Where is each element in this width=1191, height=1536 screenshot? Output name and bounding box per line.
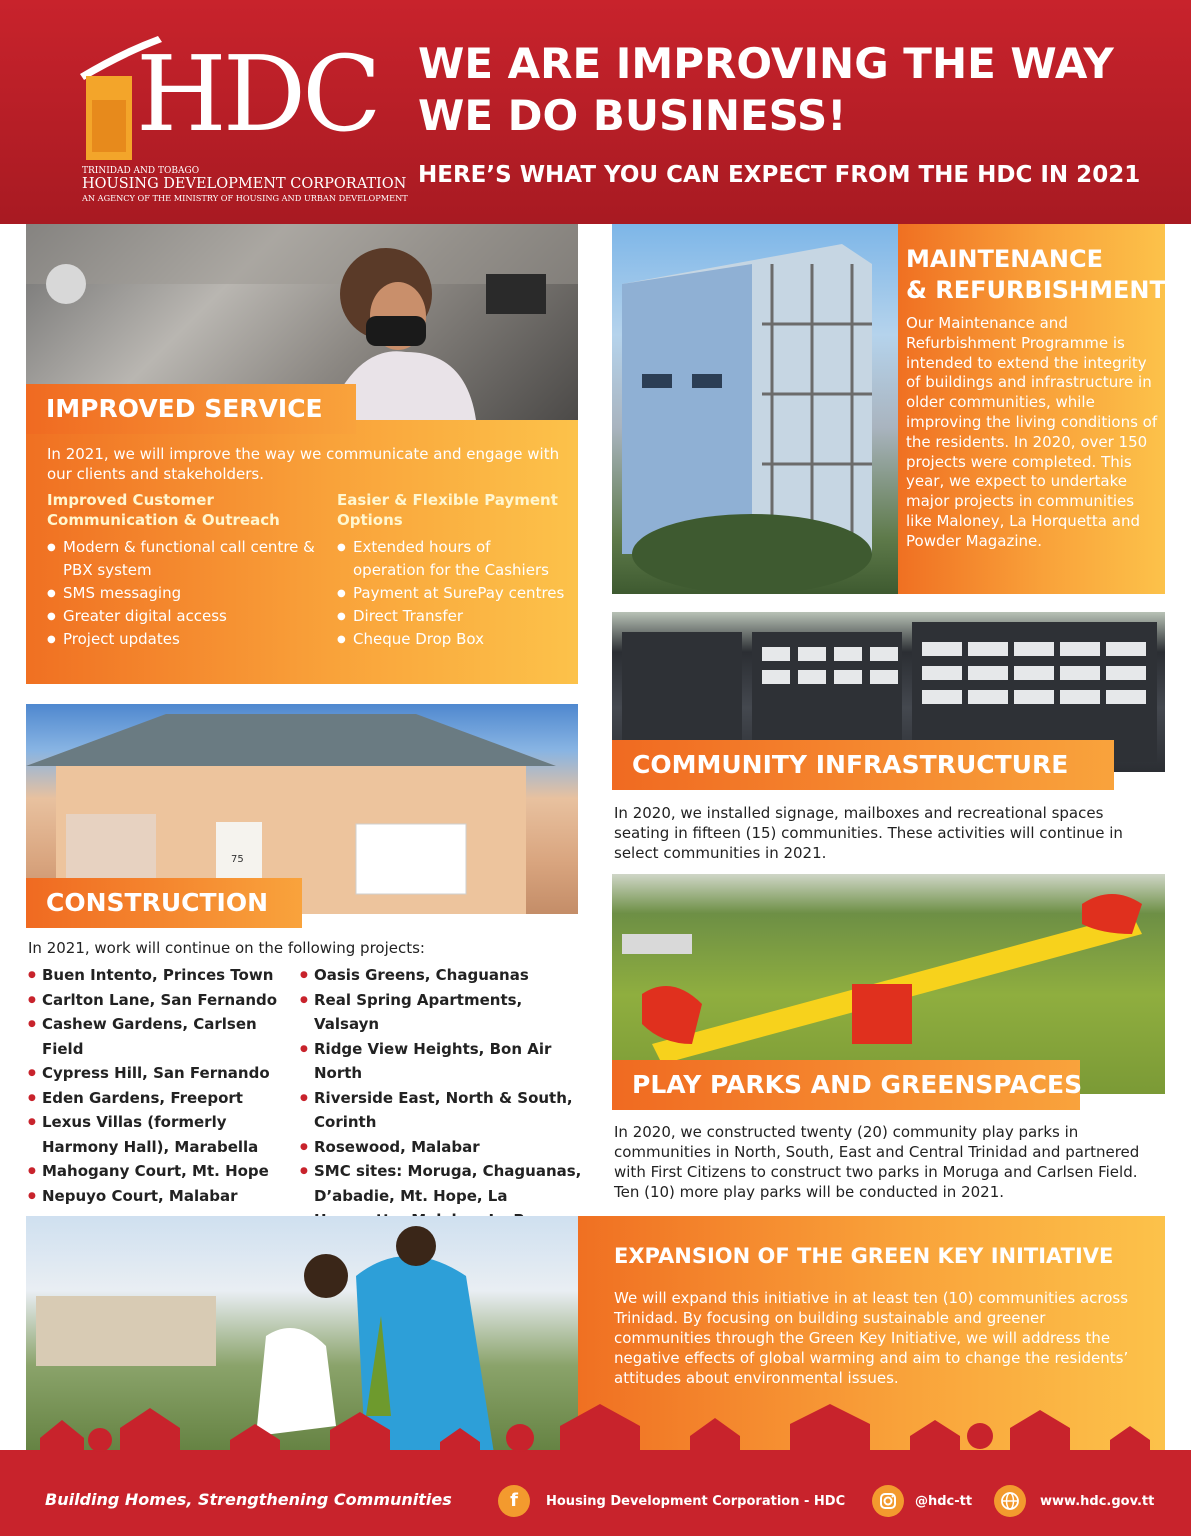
footer-tagline: Building Homes, Strengthening Communities bbox=[45, 1490, 452, 1509]
scaffolding-building-photo bbox=[612, 224, 898, 594]
play-parks-body: In 2020, we constructed twenty (20) community play parks in communities in North, South, East and Central Trinidad and partnered with First Citizens to construct two parks in Moruga and Carlsen Field. Ten (10) more play parks will be conducted in 2021. bbox=[614, 1123, 1140, 1201]
logo-country: TRINIDAD AND TOBAGO bbox=[82, 166, 200, 176]
maintenance-title-line-1: MAINTENANCE bbox=[906, 245, 1103, 273]
page-headline bbox=[418, 38, 1178, 142]
improved-service-intro: In 2021, we will improve the way we communicate and engage with our clients and stakeholders. bbox=[47, 445, 560, 483]
project-item: ● Cypress Hill, San Fernando bbox=[28, 1061, 290, 1086]
payment-list bbox=[337, 536, 567, 651]
headline-line-2: WE DO BUSINESS! bbox=[418, 91, 847, 140]
page-subheadline: HERE’S WHAT YOU CAN EXPECT FROM THE HDC IN 2021 bbox=[418, 162, 1141, 188]
project-item: ● Eden Gardens, Freeport bbox=[28, 1086, 290, 1111]
logo-block-inner bbox=[92, 100, 126, 152]
project-item: ● Lexus Villas (formerly Harmony Hall), Marabella bbox=[28, 1110, 290, 1159]
instagram-glyph bbox=[872, 1485, 904, 1517]
improved-service-panel bbox=[26, 420, 578, 684]
construction-title: CONSTRUCTION bbox=[26, 878, 302, 928]
community-title: COMMUNITY INFRASTRUCTURE bbox=[612, 740, 1114, 790]
project-item: ● Buen Intento, Princes Town bbox=[28, 963, 290, 988]
list-item: ● Modern & functional call centre & PBX system bbox=[47, 536, 327, 582]
construction-list-2 bbox=[300, 963, 582, 1257]
project-item: ● Ridge View Heights, Bon Air North bbox=[300, 1037, 582, 1086]
list-item: ● Extended hours of operation for the Cashiers bbox=[337, 536, 567, 582]
building-illustration bbox=[612, 224, 898, 594]
list-item: ● SMS messaging bbox=[47, 582, 327, 605]
communication-heading: Improved Customer Communication & Outreach bbox=[47, 491, 280, 529]
headline-line-1: WE ARE IMPROVING THE WAY bbox=[418, 39, 1114, 88]
list-item: ● Cheque Drop Box bbox=[337, 628, 567, 651]
maintenance-panel bbox=[898, 224, 1165, 594]
project-item: ● Riverside East, North & South, Corinth bbox=[300, 1086, 582, 1135]
project-item: ● Mahogany Court, Mt. Hope bbox=[28, 1159, 290, 1184]
green-key-body: We will expand this initiative in at least ten (10) communities across Trinidad. By focusing on building sustainable and greener communities through the Green Key Initiative, we will address the negative effects of global warming and aim to change the residents’ attitudes about environmental issues. bbox=[614, 1289, 1129, 1387]
project-item: ● Rosewood, Malabar bbox=[300, 1135, 582, 1160]
improved-service-title: IMPROVED SERVICE bbox=[26, 384, 356, 434]
communication-list bbox=[47, 536, 327, 651]
logo-letters: HDC bbox=[136, 33, 378, 155]
green-key-title: EXPANSION OF THE GREEN KEY INITIATIVE bbox=[614, 1244, 1114, 1268]
house-number: 75 bbox=[231, 854, 244, 865]
logo-full-name: HOUSING DEVELOPMENT CORPORATION bbox=[82, 176, 407, 192]
logo-agency: AN AGENCY OF THE MINISTRY OF HOUSING AND URBAN DEVELOPMENT bbox=[82, 193, 408, 203]
hdc-logo bbox=[70, 30, 408, 203]
list-item: ● Greater digital access bbox=[47, 605, 327, 628]
facebook-icon[interactable]: f bbox=[498, 1485, 530, 1517]
payment-heading: Easier & Flexible Payment Options bbox=[337, 491, 558, 529]
house-skyline-graphic bbox=[0, 1400, 1191, 1470]
project-item: ● Nepuyo Court, Malabar bbox=[28, 1184, 290, 1209]
construction-list-1 bbox=[28, 963, 290, 1208]
project-item: ● Carlton Lane, San Fernando bbox=[28, 988, 290, 1013]
project-item: ● Oasis Greens, Chaguanas bbox=[300, 963, 582, 988]
instagram-icon[interactable] bbox=[872, 1485, 904, 1517]
list-item: ● Project updates bbox=[47, 628, 327, 651]
facebook-link[interactable]: Housing Development Corporation - HDC bbox=[546, 1494, 846, 1509]
list-item: ● Payment at SurePay centres bbox=[337, 582, 567, 605]
globe-icon[interactable] bbox=[994, 1485, 1026, 1517]
community-body: In 2020, we installed signage, mailboxes and recreational spaces seating in fifteen (15) communities. These activities will continue in select communities in 2021. bbox=[614, 804, 1123, 862]
website-link[interactable]: www.hdc.gov.tt bbox=[1040, 1494, 1155, 1509]
instagram-handle[interactable]: @hdc-tt bbox=[915, 1494, 973, 1509]
play-parks-title: PLAY PARKS AND GREENSPACES bbox=[612, 1060, 1080, 1110]
maintenance-title bbox=[906, 244, 1166, 306]
globe-glyph bbox=[994, 1485, 1026, 1517]
construction-intro: In 2021, work will continue on the following projects: bbox=[28, 939, 425, 957]
header-banner bbox=[0, 0, 1191, 224]
project-item: ● Cashew Gardens, Carlsen Field bbox=[28, 1012, 290, 1061]
project-item: ● SMC sites: Moruga, Chaguanas, D’abadie, Mt. Hope, La bbox=[300, 1159, 582, 1233]
project-item: ● Real Spring Apartments, Valsayn bbox=[300, 988, 582, 1037]
list-item: ● Direct Transfer bbox=[337, 605, 567, 628]
maintenance-title-line-2: & REFURBISHMENT bbox=[906, 276, 1166, 304]
maintenance-body: Our Maintenance and Refurbishment Programme is intended to extend the integrity of buildings and infrastructure in older communities, while improving the living conditions of the residents. In 2020, over 150 projects were completed. This year, we expect to undertake major projects in communities like Maloney, La Horquetta and Powder Magazine. bbox=[906, 314, 1158, 550]
